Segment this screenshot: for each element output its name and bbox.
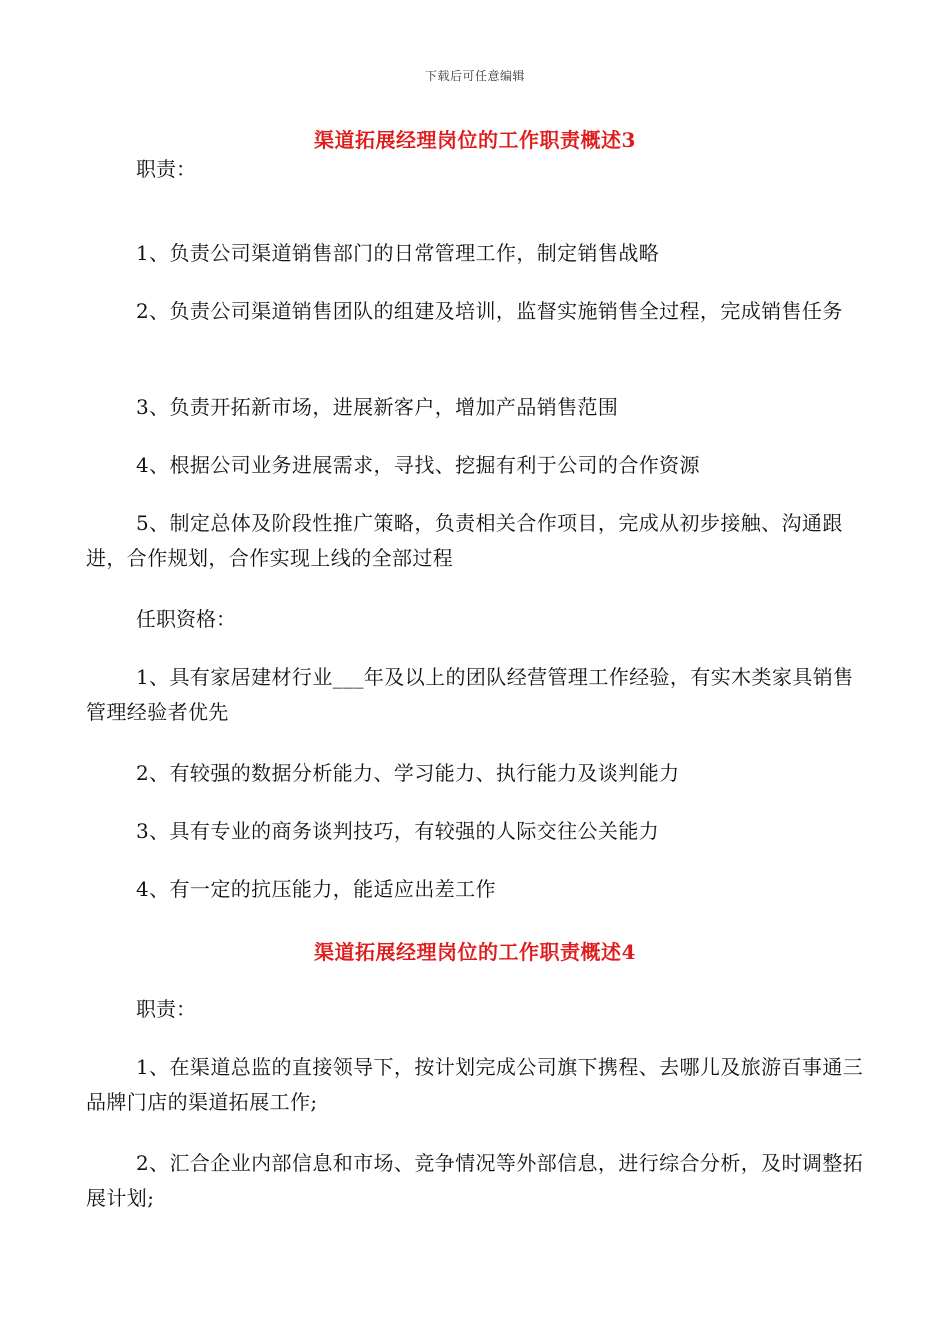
duty-item: 2、负责公司渠道销售团队的组建及培训，监督实施销售全过程，完成销售任务 [136, 299, 843, 323]
duty-item: 1、负责公司渠道销售部门的日常管理工作，制定销售战略 [136, 241, 660, 265]
duties-label: 职责： [136, 997, 196, 1021]
qualifications-label: 任职资格： [136, 607, 236, 631]
duty-item: 4、根据公司业务进展需求，寻找、挖掘有利于公司的合作资源 [136, 453, 700, 477]
qualification-item: 2、有较强的数据分析能力、学习能力、执行能力及谈判能力 [136, 761, 680, 785]
section-title: 渠道拓展经理岗位的工作职责概述3 [314, 128, 636, 152]
qualification-item: 4、有一定的抗压能力，能适应出差工作 [136, 877, 496, 901]
duty-item: 5、制定总体及阶段性推广策略，负责相关合作项目，完成从初步接触、沟通跟进，合作规划，合作实现上线的全部过程 [86, 511, 843, 570]
duty-item: 2、汇合企业内部信息和市场、竞争情况等外部信息，进行综合分析，及时调整拓展计划; [86, 1151, 864, 1210]
section-title: 渠道拓展经理岗位的工作职责概述4 [314, 940, 636, 964]
qualification-item: 3、具有专业的商务谈判技巧，有较强的人际交往公关能力 [136, 819, 660, 843]
duty-item: 1、在渠道总监的直接领导下，按计划完成公司旗下携程、去哪儿及旅游百事通三品牌门店的渠道拓展工作; [86, 1055, 864, 1114]
duty-item: 3、负责开拓新市场，进展新客户，增加产品销售范围 [136, 395, 619, 419]
duties-label: 职责： [136, 157, 196, 181]
qualification-item: 1、具有家居建材行业___年及以上的团队经营管理工作经验，有实木类家具销售管理经验者优先 [86, 665, 854, 724]
header-note: 下载后可任意编辑 [424, 69, 525, 83]
